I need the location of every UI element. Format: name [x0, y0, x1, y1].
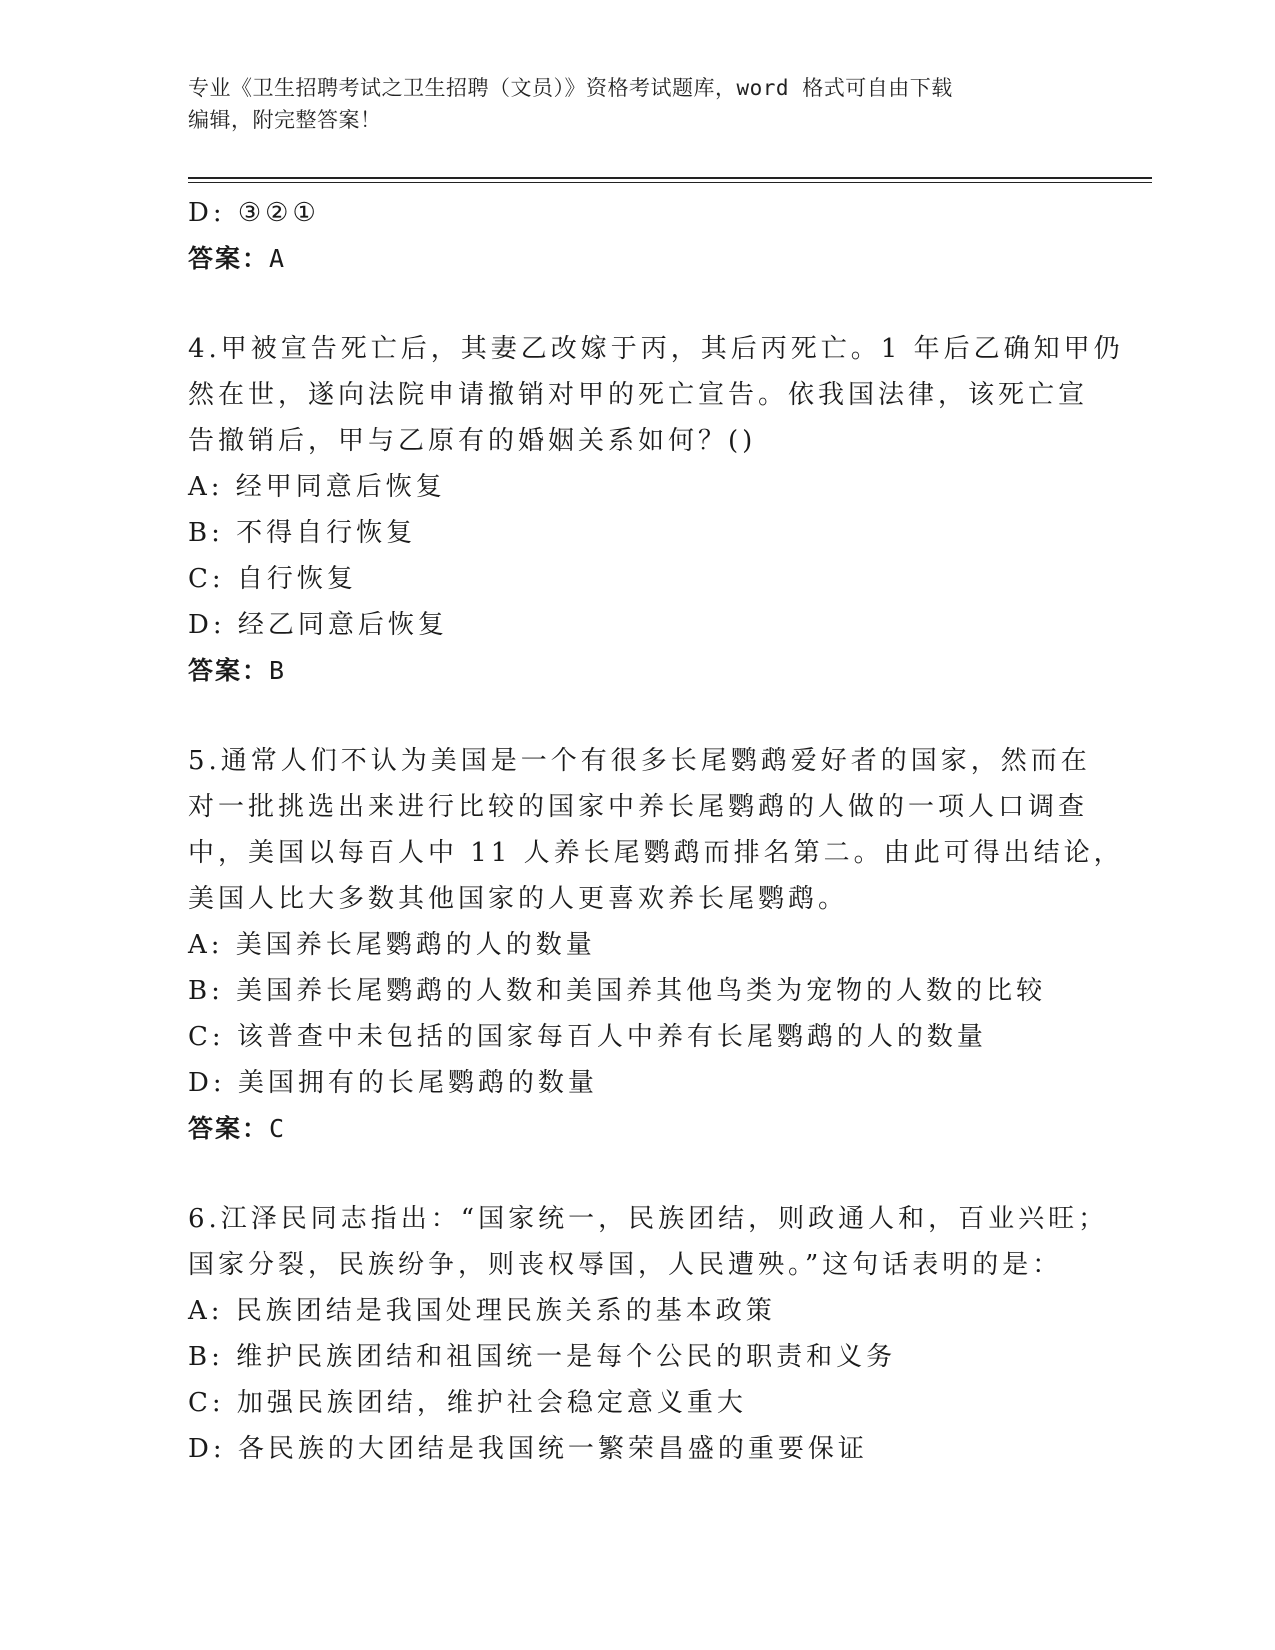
- option-a: A: 民族团结是我国处理民族关系的基本政策: [188, 1296, 776, 1326]
- option-b: B: 维护民族团结和祖国统一是每个公民的职责和义务: [188, 1342, 897, 1372]
- question-content: [188, 190, 1124, 1472]
- option-b: B: 美国养长尾鹦鹉的人数和美国养其他鸟类为宠物的人数的比较: [188, 976, 1047, 1006]
- spacer: [188, 694, 1088, 738]
- header-line-1: 专业《卫生招聘考试之卫生招聘（文员）》资格考试题库，word 格式可自由下载: [188, 76, 953, 100]
- option-a: A: 经甲同意后恢复: [188, 472, 446, 502]
- question-4: [188, 326, 1124, 694]
- question-text-line: 5.通常人们不认为美国是一个有很多长尾鹦鹉爱好者的国家，然而在: [188, 746, 1091, 776]
- page-header: [188, 72, 1068, 136]
- question-text-line: 美国人比大多数其他国家的人更喜欢养长尾鹦鹉。: [188, 884, 849, 914]
- option-b: B: 不得自行恢复: [188, 518, 417, 548]
- header-line-2: 编辑，附完整答案！: [188, 108, 382, 132]
- answer-line: [188, 648, 1088, 694]
- option-d: D: 各民族的大团结是我国统一繁荣昌盛的重要保证: [188, 1434, 868, 1464]
- question-text-line: 告撤销后，甲与乙原有的婚姻关系如何？(): [188, 426, 757, 456]
- answer-line: [188, 1106, 1088, 1152]
- option-c: C: 加强民族团结，维护社会稳定意义重大: [188, 1388, 747, 1418]
- answer-value: C: [269, 1114, 287, 1143]
- question-text-line: 然在世，遂向法院申请撤销对甲的死亡宣告。依我国法律，该死亡宣: [188, 380, 1089, 410]
- answer-value: A: [269, 244, 287, 273]
- question-text-line: 4.甲被宣告死亡后，其妻乙改嫁于丙，其后丙死亡。1 年后乙确知甲仍: [188, 334, 1124, 364]
- spacer: [188, 282, 1088, 326]
- option-d: D: ③②①: [188, 198, 320, 228]
- answer-label: 答案：: [188, 656, 270, 685]
- option-d: D: 经乙同意后恢复: [188, 610, 448, 640]
- option-a: A: 美国养长尾鹦鹉的人的数量: [188, 930, 596, 960]
- answer-line: [188, 236, 1088, 282]
- header-divider: [188, 177, 1152, 179]
- question-text-line: 中，美国以每百人中 11 人养长尾鹦鹉而排名第二。由此可得出结论，: [188, 838, 1124, 868]
- option-d: D: 美国拥有的长尾鹦鹉的数量: [188, 1068, 598, 1098]
- question-text-line: 6.江泽民同志指出：“国家统一，民族团结，则政通人和，百业兴旺；: [188, 1204, 1109, 1234]
- question-text-line: 对一批挑选出来进行比较的国家中养长尾鹦鹉的人做的一项人口调查: [188, 792, 1089, 822]
- spacer: [188, 1152, 1088, 1196]
- answer-label: 答案：: [188, 1114, 270, 1143]
- option-c: C: 自行恢复: [188, 564, 357, 594]
- question-6: [188, 1196, 1109, 1472]
- question-5: [188, 738, 1124, 1152]
- header-divider-thin: [188, 182, 1152, 183]
- answer-value: B: [269, 656, 287, 685]
- question-text-line: 国家分裂，民族纷争，则丧权辱国，人民遭殃。”这句话表明的是：: [188, 1250, 1063, 1280]
- option-c: C: 该普查中未包括的国家每百人中养有长尾鹦鹉的人的数量: [188, 1022, 987, 1052]
- answer-label: 答案：: [188, 244, 270, 273]
